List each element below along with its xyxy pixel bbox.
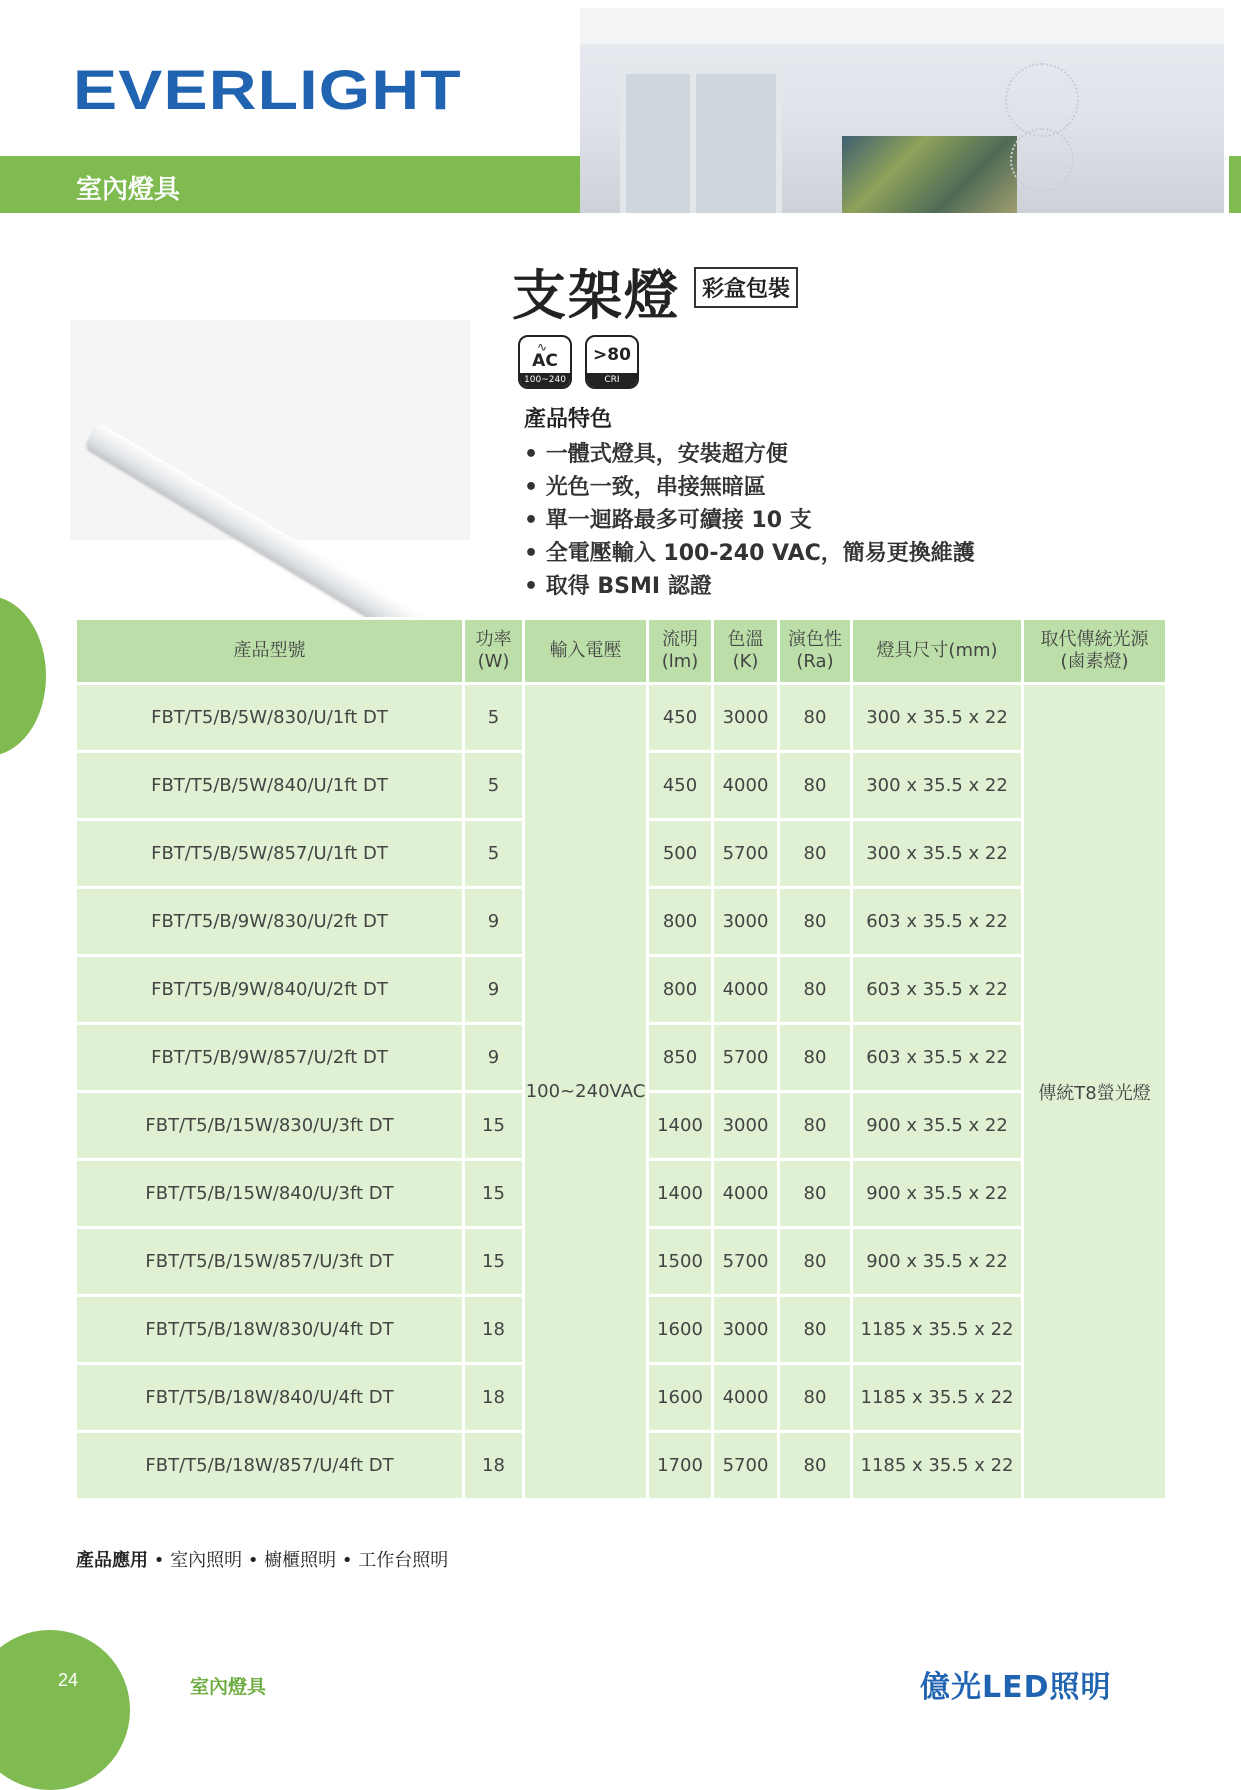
product-title: 支架燈: [512, 264, 680, 327]
cri-label: CRI: [587, 373, 637, 387]
cell-cct: 5700: [713, 1432, 779, 1500]
cell-model: FBT/T5/B/15W/830/U/3ft DT: [76, 1092, 464, 1160]
col-size: 燈具尺寸(mm): [852, 619, 1023, 684]
cell-cct: 3000: [713, 888, 779, 956]
cell-cct: 3000: [713, 1296, 779, 1364]
cell-power: 18: [464, 1432, 524, 1500]
cell-model: FBT/T5/B/5W/857/U/1ft DT: [76, 820, 464, 888]
cell-size: 603 x 35.5 x 22: [852, 888, 1023, 956]
cell-lumen: 1600: [648, 1364, 713, 1432]
cell-cri: 80: [779, 1296, 852, 1364]
cell-lumen: 800: [648, 956, 713, 1024]
photo-ceiling: [580, 8, 1224, 44]
feature-item: • 單一迴路最多可續接 10 支: [524, 504, 975, 537]
page-number: 24: [58, 1670, 79, 1690]
features-list: [524, 438, 975, 603]
cell-power: 9: [464, 956, 524, 1024]
cell-cct: 4000: [713, 956, 779, 1024]
cell-model: FBT/T5/B/15W/840/U/3ft DT: [76, 1160, 464, 1228]
cell-size: 603 x 35.5 x 22: [852, 956, 1023, 1024]
cell-power: 9: [464, 1024, 524, 1092]
cell-lumen: 450: [648, 684, 713, 752]
cell-voltage: 100~240VAC: [524, 684, 648, 1500]
sine-wave-icon: ∿: [537, 340, 548, 354]
ac-range: 100~240: [520, 373, 570, 387]
cell-size: 1185 x 35.5 x 22: [852, 1296, 1023, 1364]
cell-cct: 4000: [713, 752, 779, 820]
cell-cct: 3000: [713, 684, 779, 752]
feature-item: • 全電壓輸入 100-240 VAC，簡易更換維護: [524, 537, 975, 570]
table-header-row: [76, 619, 1167, 684]
col-model: 產品型號: [76, 619, 464, 684]
application-item: 櫥櫃照明: [264, 1550, 337, 1571]
section-title: 室內燈具: [76, 175, 181, 205]
cell-lumen: 800: [648, 888, 713, 956]
cell-cri: 80: [779, 684, 852, 752]
cri-badge-icon: [585, 335, 639, 389]
feature-item: • 光色一致，串接無暗區: [524, 471, 975, 504]
cell-size: 1185 x 35.5 x 22: [852, 1364, 1023, 1432]
cell-size: 300 x 35.5 x 22: [852, 820, 1023, 888]
cell-cct: 5700: [713, 1228, 779, 1296]
application-bullet: •: [247, 1550, 265, 1571]
cell-model: FBT/T5/B/9W/857/U/2ft DT: [76, 1024, 464, 1092]
feature-item: • 取得 BSMI 認證: [524, 570, 975, 603]
applications-label: 產品應用: [76, 1550, 148, 1571]
footer-section: 室內燈具: [190, 1676, 267, 1698]
photo-painting: [842, 136, 1017, 213]
cell-model: FBT/T5/B/15W/857/U/3ft DT: [76, 1228, 464, 1296]
cell-power: 18: [464, 1364, 524, 1432]
cell-cct: 4000: [713, 1160, 779, 1228]
photo-window-mullion: [690, 68, 696, 213]
cell-model: FBT/T5/B/5W/840/U/1ft DT: [76, 752, 464, 820]
photo-pendant-lamp: [1010, 128, 1074, 192]
footer-brand: 億光LED照明: [920, 1670, 1112, 1705]
col-cri-label: 演色性 (Ra): [788, 629, 842, 672]
cell-cri: 80: [779, 1432, 852, 1500]
section-band-edge: [1229, 156, 1241, 213]
col-replacement-label: 取代傳統光源 (鹵素燈): [1040, 629, 1149, 672]
col-replacement: [1023, 619, 1167, 684]
col-cct: [713, 619, 779, 684]
photo-pendant-lamp: [1005, 63, 1079, 137]
cell-model: FBT/T5/B/18W/840/U/4ft DT: [76, 1364, 464, 1432]
applications-line: [76, 1546, 448, 1572]
application-bullet: •: [341, 1550, 359, 1571]
header-room-photo: [580, 8, 1224, 213]
cell-power: 9: [464, 888, 524, 956]
cell-cri: 80: [779, 1228, 852, 1296]
feature-item: • 一體式燈具，安裝超方便: [524, 438, 975, 471]
cell-model: FBT/T5/B/18W/830/U/4ft DT: [76, 1296, 464, 1364]
col-power-label: 功率 (W): [475, 629, 512, 672]
application-item: 室內照明: [170, 1550, 243, 1571]
cell-model: FBT/T5/B/5W/830/U/1ft DT: [76, 684, 464, 752]
cri-value: >80: [593, 345, 631, 365]
cell-cct: 5700: [713, 1024, 779, 1092]
col-power: [464, 619, 524, 684]
cell-power: 5: [464, 820, 524, 888]
cell-cri: 80: [779, 1092, 852, 1160]
cell-size: 1185 x 35.5 x 22: [852, 1432, 1023, 1500]
cell-size: 300 x 35.5 x 22: [852, 684, 1023, 752]
cell-power: 18: [464, 1296, 524, 1364]
col-cct-label: 色溫 (K): [727, 629, 764, 672]
spec-table: [74, 617, 1168, 1501]
cell-model: FBT/T5/B/9W/830/U/2ft DT: [76, 888, 464, 956]
footer-circle: [0, 1630, 130, 1790]
col-voltage: 輸入電壓: [524, 619, 648, 684]
col-cri: [779, 619, 852, 684]
cell-power: 5: [464, 684, 524, 752]
col-lumen-label: 流明 (lm): [661, 629, 699, 672]
cell-cri: 80: [779, 752, 852, 820]
cell-lumen: 850: [648, 1024, 713, 1092]
cell-cct: 4000: [713, 1364, 779, 1432]
cell-power: 15: [464, 1092, 524, 1160]
application-item: 工作台照明: [358, 1550, 449, 1571]
cell-cri: 80: [779, 820, 852, 888]
cell-replacement: 傳統T8螢光燈: [1023, 684, 1167, 1500]
cell-size: 900 x 35.5 x 22: [852, 1092, 1023, 1160]
table-body: [76, 684, 1167, 1500]
features-heading: 產品特色: [524, 407, 613, 432]
cell-size: 900 x 35.5 x 22: [852, 1228, 1023, 1296]
cell-cri: 80: [779, 1364, 852, 1432]
cell-lumen: 1400: [648, 1092, 713, 1160]
cell-cri: 80: [779, 888, 852, 956]
cell-power: 5: [464, 752, 524, 820]
cell-cct: 3000: [713, 1092, 779, 1160]
cell-model: FBT/T5/B/9W/840/U/2ft DT: [76, 956, 464, 1024]
cell-model: FBT/T5/B/18W/857/U/4ft DT: [76, 1432, 464, 1500]
cell-cri: 80: [779, 956, 852, 1024]
cell-lumen: 1400: [648, 1160, 713, 1228]
cell-size: 300 x 35.5 x 22: [852, 752, 1023, 820]
cell-cct: 5700: [713, 820, 779, 888]
brand-logo: EVERLIGHT: [73, 58, 462, 121]
product-photo: [70, 320, 470, 540]
side-decoration-circle: [0, 596, 46, 756]
packaging-label: 彩盒包裝: [694, 267, 798, 308]
photo-window: [620, 68, 782, 213]
cell-lumen: 450: [648, 752, 713, 820]
cell-lumen: 1700: [648, 1432, 713, 1500]
ac-label: AC: [532, 351, 558, 371]
cell-lumen: 500: [648, 820, 713, 888]
cell-cri: 80: [779, 1160, 852, 1228]
cell-size: 603 x 35.5 x 22: [852, 1024, 1023, 1092]
cell-lumen: 1600: [648, 1296, 713, 1364]
cell-size: 900 x 35.5 x 22: [852, 1160, 1023, 1228]
ac-wave-icon: [518, 335, 572, 389]
col-lumen: [648, 619, 713, 684]
cell-power: 15: [464, 1228, 524, 1296]
table-row: [76, 684, 1167, 752]
application-bullet: •: [153, 1550, 171, 1571]
cell-cri: 80: [779, 1024, 852, 1092]
cell-lumen: 1500: [648, 1228, 713, 1296]
cell-power: 15: [464, 1160, 524, 1228]
